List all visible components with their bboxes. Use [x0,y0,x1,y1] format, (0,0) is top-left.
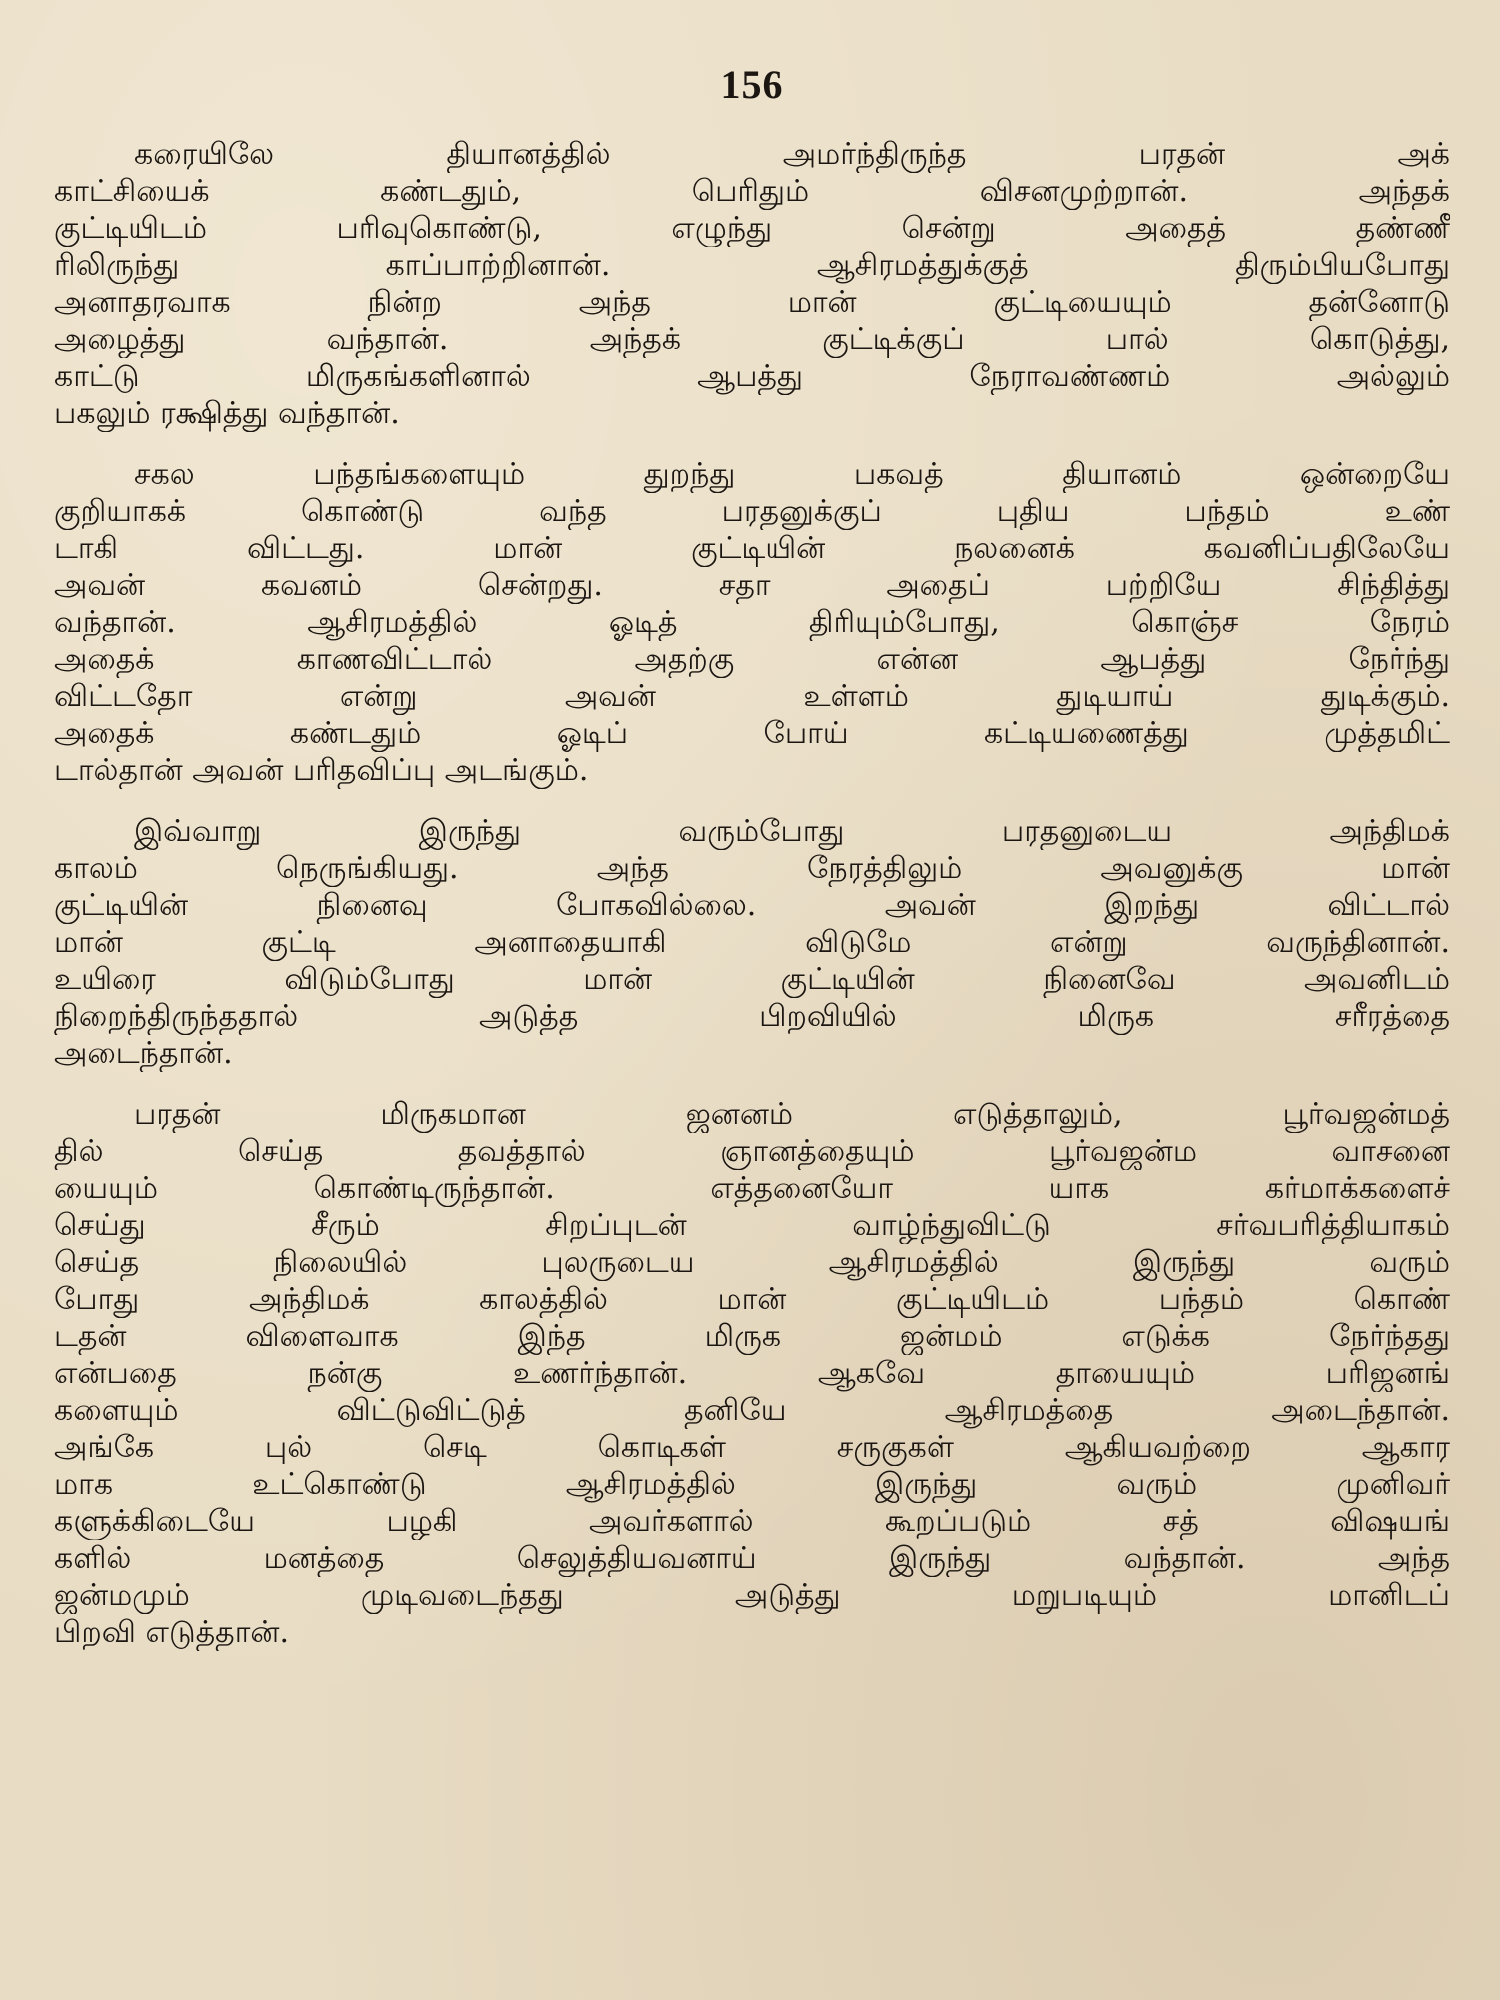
text-line: பகலும் ரக்ஷித்து வந்தான். [54,396,400,431]
text-line: செய்த நிலையில் புலருடைய ஆசிரமத்தில் இருந்து வரும் [54,1245,1450,1280]
text-line: போது அந்திமக் காலத்தில் மான் குட்டியிடம் பந்தம் கொண் [54,1282,1450,1317]
text-line: மான் குட்டி அனாதையாகி விடுமே என்று வருந்தினான். [54,925,1450,960]
paragraph [54,456,1450,789]
text-line: என்பதை நன்கு உணர்ந்தான். ஆகவே தாயையும் பரிஜனங் [54,1356,1450,1391]
text-line: அங்கே புல் செடி கொடிகள் சருகுகள் ஆகியவற்றை ஆகார [54,1430,1450,1465]
text-line: பிறவி எடுத்தான். [54,1615,290,1650]
text-line: இவ்வாறு இருந்து வரும்போது பரதனுடைய அந்திமக் [134,814,1450,849]
text-line: காட்சியைக் கண்டதும், பெரிதும் விசனமுற்றான். அந்தக் [54,174,1450,209]
text-line: ரிலிருந்து காப்பாற்றினான். ஆசிரமத்துக்குத் திரும்பியபோது [54,248,1450,283]
text-line: அதைக் காணவிட்டால் அதற்கு என்ன ஆபத்து நேர்ந்து [54,642,1450,677]
text-line: நிறைந்திருந்ததால் அடுத்த பிறவியில் மிருக சரீரத்தை [54,999,1450,1034]
text-line: காலம் நெருங்கியது. அந்த நேரத்திலும் அவனுக்கு மான் [54,851,1450,886]
text-line: செய்து சீரும் சிறப்புடன் வாழ்ந்துவிட்டு சர்வபரித்தியாகம் [54,1208,1450,1243]
text-line: குட்டியிடம் பரிவுகொண்டு, எழுந்து சென்று அதைத் தண்ணீ [54,211,1450,246]
text-line: சகல பந்தங்களையும் துறந்து பகவத் தியானம் ஒன்றையே [134,457,1450,492]
text-line: உயிரை விடும்போது மான் குட்டியின் நினைவே அவனிடம் [54,962,1450,997]
text-line: அழைத்து வந்தான். அந்தக் குட்டிக்குப் பால் கொடுத்து, [54,322,1450,357]
text-line: களுக்கிடையே பழகி அவர்களால் கூறப்படும் சத் விஷயங் [54,1504,1450,1539]
page-number: 156 [720,62,784,107]
text-line: டாகி விட்டது. மான் குட்டியின் நலனைக் கவனிப்பதிலேயே [54,531,1450,566]
paragraph [54,136,1450,432]
text-line: விட்டதோ என்று அவன் உள்ளம் துடியாய் துடிக்கும். [54,679,1450,714]
text-line: வந்தான். ஆசிரமத்தில் ஓடித் திரியும்போது, கொஞ்ச நேரம் [54,605,1450,640]
paragraph [54,813,1450,1072]
text-line: களையும் விட்டுவிட்டுத் தனியே ஆசிரமத்தை அடைந்தான். [54,1393,1450,1428]
text-line: குறியாகக் கொண்டு வந்த பரதனுக்குப் புதிய பந்தம் உண் [54,494,1450,529]
text-line: களில் மனத்தை செலுத்தியவனாய் இருந்து வந்தான். அந்த [54,1541,1450,1576]
text-line: அனாதரவாக நின்ற அந்த மான் குட்டியையும் தன்னோடு [54,285,1450,320]
text-line: தில் செய்த தவத்தால் ஞானத்தையும் பூர்வஜன்ம வாசனை [54,1134,1450,1169]
text-line: அவன் கவனம் சென்றது. சதா அதைப் பற்றியே சிந்தித்து [54,568,1450,603]
text-line: குட்டியின் நினைவு போகவில்லை. அவன் இறந்து விட்டால் [54,888,1450,923]
text-line: மாக உட்கொண்டு ஆசிரமத்தில் இருந்து வரும் முனிவர் [54,1467,1450,1502]
text-line: காட்டு மிருகங்களினால் ஆபத்து நேராவண்ணம் அல்லும் [54,359,1450,394]
text-line: அடைந்தான். [54,1036,233,1071]
text-line: ஜன்மமும் முடிவடைந்தது அடுத்து மறுபடியும் மானிடப் [54,1578,1450,1613]
text-line: டால்தான் அவன் பரிதவிப்பு அடங்கும். [54,753,589,788]
text-line: கரையிலே தியானத்தில் அமர்ந்திருந்த பரதன் அக் [134,137,1450,172]
paragraph [54,1096,1450,1651]
text-line: யையும் கொண்டிருந்தான். எத்தனையோ யாக கர்மாக்களைச் [54,1171,1450,1206]
text-line: டதன் விளைவாக இந்த மிருக ஜன்மம் எடுக்க நேர்ந்தது [54,1319,1450,1354]
text-line: அதைக் கண்டதும் ஓடிப் போய் கட்டியணைத்து முத்தமிட் [54,716,1450,751]
text-line: பரதன் மிருகமான ஜனனம் எடுத்தாலும், பூர்வஜன்மத் [134,1097,1450,1132]
body-text [54,136,1450,1651]
